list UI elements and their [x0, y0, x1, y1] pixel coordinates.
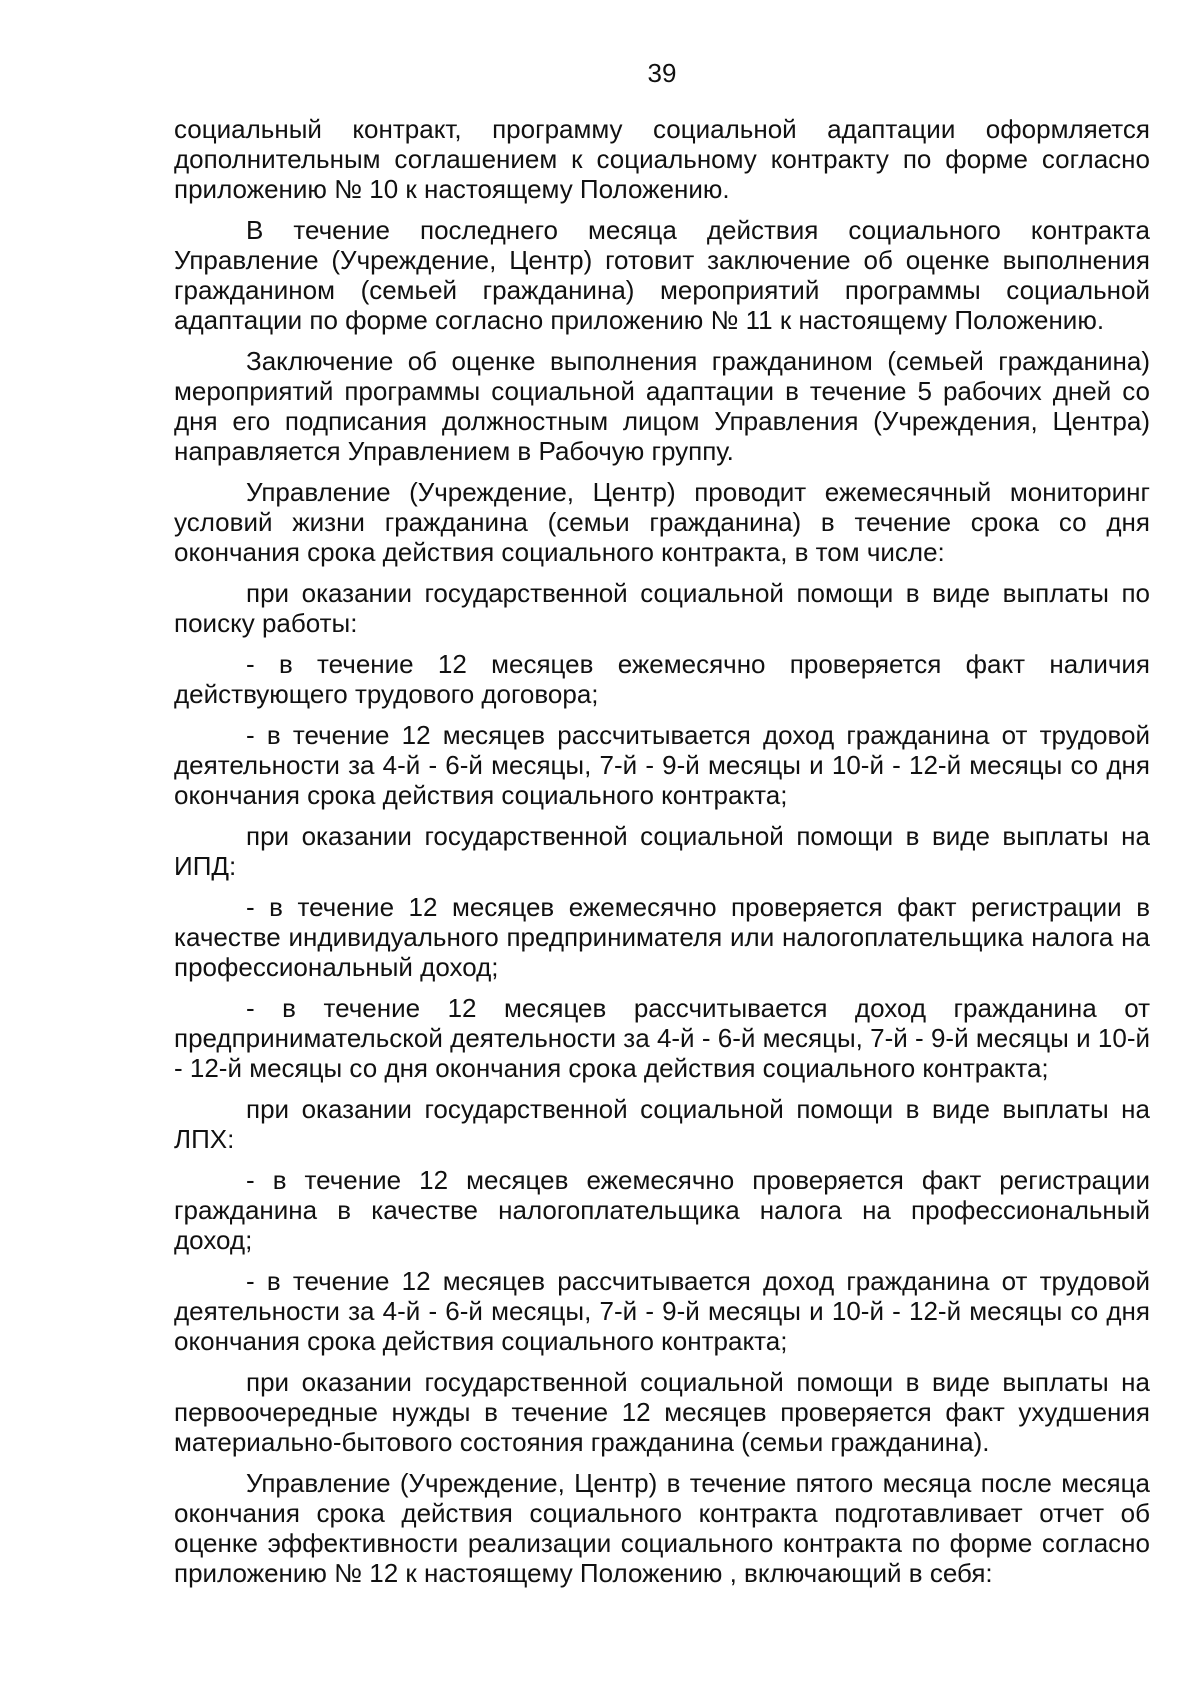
paragraph: В течение последнего месяца действия социального контракта Управление (Учреждение, Центр) готовит заключение об оценке выполнения гражданином (семьей гражданина) мероприятий программы социальной адаптации по форме согласно приложению № 11 к настоящему Положению. — [174, 215, 1150, 335]
list-item: - в течение 12 месяцев ежемесячно проверяется факт регистрации гражданина в качестве налогоплательщика налога на профессиональный доход; — [174, 1165, 1150, 1255]
list-item: - в течение 12 месяцев рассчитывается доход гражданина от предпринимательской деятельности за 4-й - 6-й месяцы, 7-й - 9-й месяцы и 10-й - 12-й месяцы со дня окончания срока действия социального контракта; — [174, 993, 1150, 1083]
list-item: - в течение 12 месяцев рассчитывается доход гражданина от трудовой деятельности за 4-й - 6-й месяцы, 7-й - 9-й месяцы и 10-й - 12-й месяцы со дня окончания срока действия социального контракта; — [174, 1266, 1150, 1356]
paragraph: социальный контракт, программу социальной адаптации оформляется дополнительным соглашением к социальному контракту по форме согласно приложению № 10 к настоящему Положению. — [174, 114, 1150, 204]
list-item: - в течение 12 месяцев рассчитывается доход гражданина от трудовой деятельности за 4-й - 6-й месяцы, 7-й - 9-й месяцы и 10-й - 12-й месяцы со дня окончания срока действия социального контракта; — [174, 720, 1150, 810]
paragraph: при оказании государственной социальной помощи в виде выплаты на ЛПХ: — [174, 1094, 1150, 1154]
page-number: 39 — [647, 58, 677, 88]
paragraph: Заключение об оценке выполнения гражданином (семьей гражданина) мероприятий программы социальной адаптации в течение 5 рабочих дней со дня его подписания должностным лицом Управления (Учреждения, Центра) направляется Управлением в Рабочую группу. — [174, 346, 1150, 466]
list-item: - в течение 12 месяцев ежемесячно проверяется факт наличия действующего трудового договора; — [174, 649, 1150, 709]
paragraph: Управление (Учреждение, Центр) проводит ежемесячный мониторинг условий жизни гражданина (семьи гражданина) в течение срока со дня окончания срока действия социального контракта, в том числе: — [174, 477, 1150, 567]
paragraph: при оказании государственной социальной помощи в виде выплаты на первоочередные нужды в течение 12 месяцев проверяется факт ухудшения материально-бытового состояния гражданина (семьи гражданина). — [174, 1367, 1150, 1457]
list-item: - в течение 12 месяцев ежемесячно проверяется факт регистрации в качестве индивидуального предпринимателя или налогоплательщика налога на профессиональный доход; — [174, 892, 1150, 982]
document-body — [174, 114, 1150, 1599]
paragraph: при оказании государственной социальной помощи в виде выплаты по поиску работы: — [174, 578, 1150, 638]
paragraph: Управление (Учреждение, Центр) в течение пятого месяца после месяца окончания срока действия социального контракта подготавливает отчет об оценке эффективности реализации социального контракта по форме согласно приложению № 12 к настоящему Положению , включающий в себя: — [174, 1468, 1150, 1588]
paragraph: при оказании государственной социальной помощи в виде выплаты на ИПД: — [174, 821, 1150, 881]
